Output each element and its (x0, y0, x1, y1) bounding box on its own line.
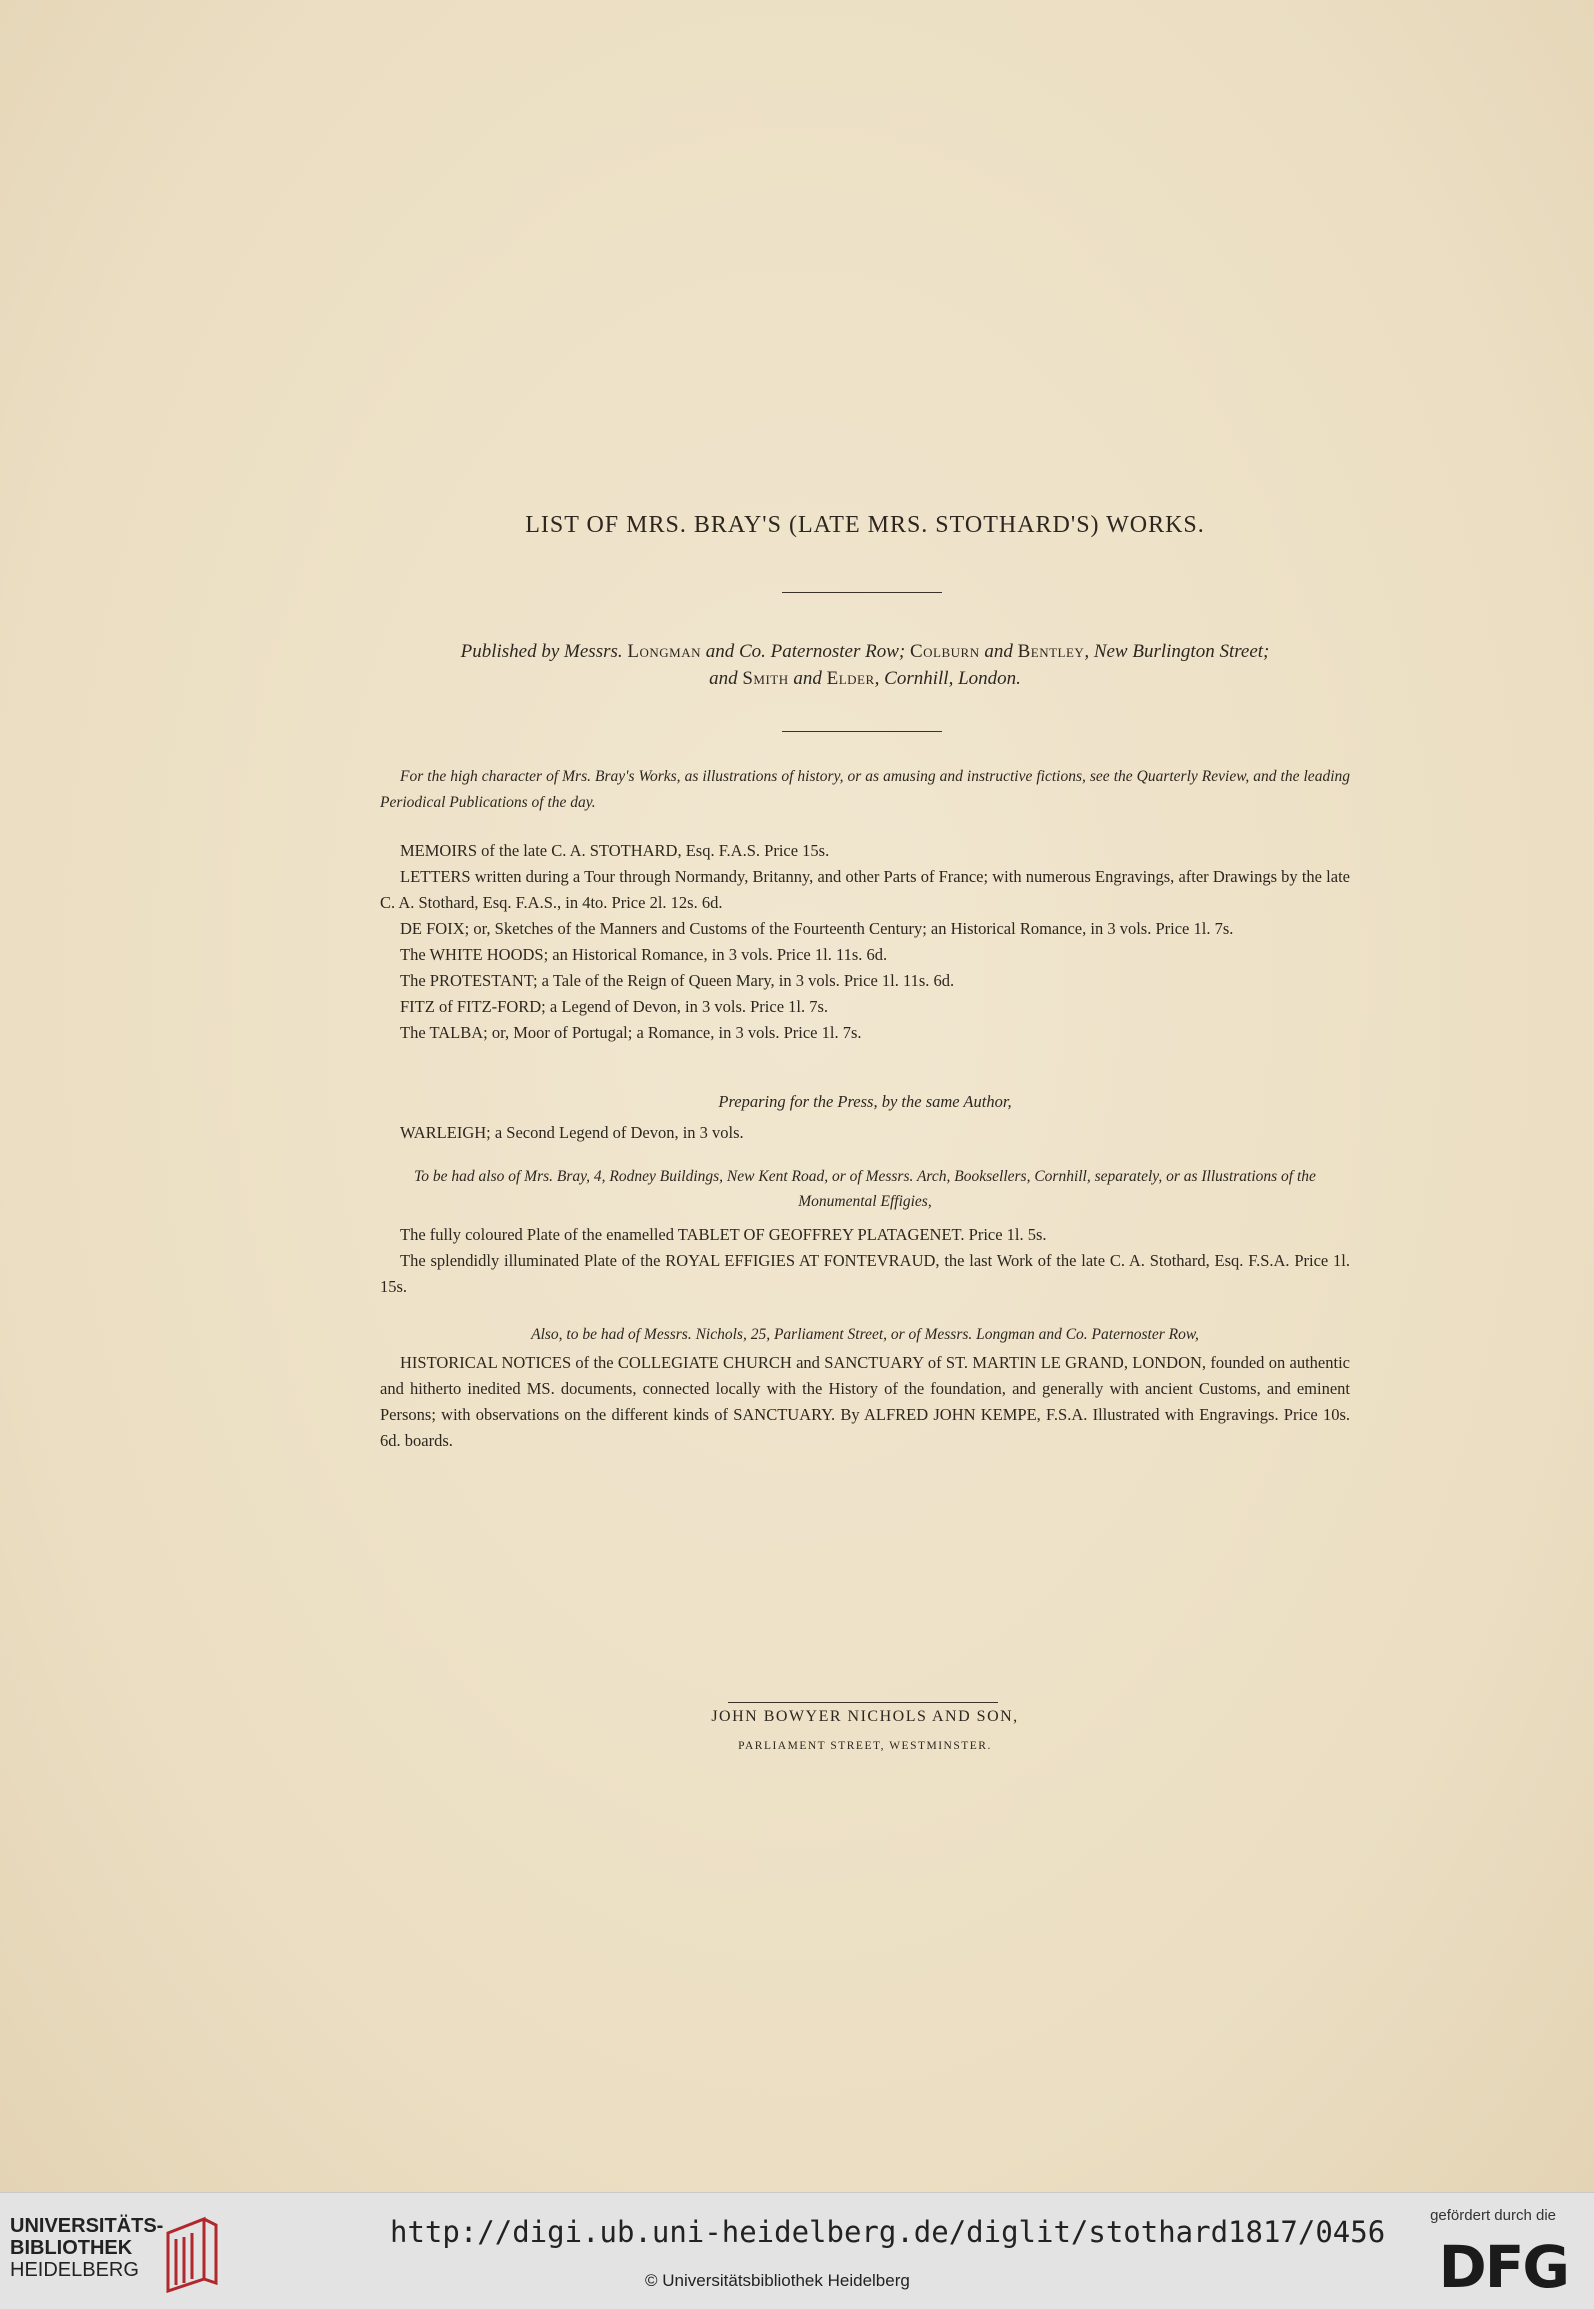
preparing-list (380, 1120, 1350, 1146)
permalink-url[interactable]: http://digi.ub.uni-heidelberg.de/diglit/stothard1817/0456 (390, 2215, 1386, 2249)
work-entry: The WHITE HOODS; an Historical Romance, in 3 vols. Price 1l. 11s. 6d. (400, 945, 888, 964)
library-logo-icon[interactable] (160, 2213, 220, 2293)
publishers-line-1: Published by Messrs. Longman and Co. Paternoster Row; Colburn and Bentley, New Burlington Street; (460, 641, 1270, 662)
copyright-notice: © Universitätsbibliothek Heidelberg (645, 2271, 910, 2290)
dfg-logo[interactable]: DFG (1438, 2233, 1568, 2301)
publishers-line-2: and Smith and Elder, Cornhill, London. (709, 668, 1021, 689)
nichols-heading: Also, to be had of Messrs. Nichols, 25, Parliament Street, or of Messrs. Longman and Co. Paternoster Row, (531, 1326, 1199, 1343)
also-heading: To be had also of Mrs. Bray, 4, Rodney Buildings, New Kent Road, or of Messrs. Arch, Booksellers, Cornhill, separately, or as Illustrations of the Monumental Effigies, (414, 1168, 1316, 1210)
work-entry: LETTERS written during a Tour through Normandy, Britanny, and other Parts of France; with numerous Engravings, after Drawings by the late C. A. Stothard, Esq. F.A.S., in 4to. Price 2l. 12s. 6d. (380, 867, 1350, 912)
printer-name: JOHN BOWYER NICHOLS AND SON, (711, 1708, 1019, 1725)
work-entry: MEMOIRS of the late C. A. STOTHARD, Esq. F.A.S. Price 15s. (400, 841, 830, 860)
work-entry: DE FOIX; or, Sketches of the Manners and Customs of the Fourteenth Century; an Historical Romance, in 3 vols. Price 1l. 7s. (400, 919, 1234, 938)
plates-list (380, 1222, 1350, 1300)
viewer-footer (0, 2192, 1594, 2309)
works-list (380, 838, 1350, 1046)
plate-entry: The splendidly illuminated Plate of the ROYAL EFFIGIES AT FONTEVRAUD, the last Work of the late C. A. Stothard, Esq. F.S.A. Price 1l. 15s. (380, 1251, 1350, 1296)
work-entry: WARLEIGH; a Second Legend of Devon, in 3 vols. (400, 1123, 744, 1142)
funded-by-label: gefördert durch die (1430, 2207, 1556, 2224)
page-title: LIST OF MRS. BRAY'S (LATE MRS. STOTHARD'S) WORKS. (525, 512, 1205, 538)
historical-notices: HISTORICAL NOTICES of the COLLEGIATE CHURCH and SANCTUARY of ST. MARTIN LE GRAND, LONDON, founded on authentic and hitherto inedited MS. documents, connected locally with the History of the foundation, and generally with ancient Customs, and eminent Persons; with observations on the different kinds of SANCTUARY. By ALFRED JOHN KEMPE, F.S.A. Illustrated with Engravings. Price 10s. 6d. boards. (380, 1353, 1350, 1450)
reviews-note: For the high character of Mrs. Bray's Works, as illustrations of history, or as amusing and instructive fictions, see the Quarterly Review, and the leading Periodical Publications of the day. (380, 768, 1350, 811)
preparing-heading: Preparing for the Press, by the same Author, (718, 1092, 1012, 1111)
printer-address: PARLIAMENT STREET, WESTMINSTER. (738, 1740, 992, 1752)
imprint-rule (728, 1702, 998, 1703)
publishers-block (380, 638, 1350, 692)
work-entry: The TALBA; or, Moor of Portugal; a Romance, in 3 vols. Price 1l. 7s. (400, 1023, 862, 1042)
work-entry: The PROTESTANT; a Tale of the Reign of Queen Mary, in 3 vols. Price 1l. 11s. 6d. (400, 971, 955, 990)
work-entry: FITZ of FITZ-FORD; a Legend of Devon, in 3 vols. Price 1l. 7s. (400, 997, 829, 1016)
library-name[interactable]: UNIVERSITÄTS- BIBLIOTHEK HEIDELBERG (10, 2215, 164, 2281)
plate-entry: The fully coloured Plate of the enamelled TABLET OF GEOFFREY PLATAGENET. Price 1l. 5s. (400, 1225, 1047, 1244)
title-rule (782, 592, 942, 593)
publishers-rule (782, 731, 942, 732)
